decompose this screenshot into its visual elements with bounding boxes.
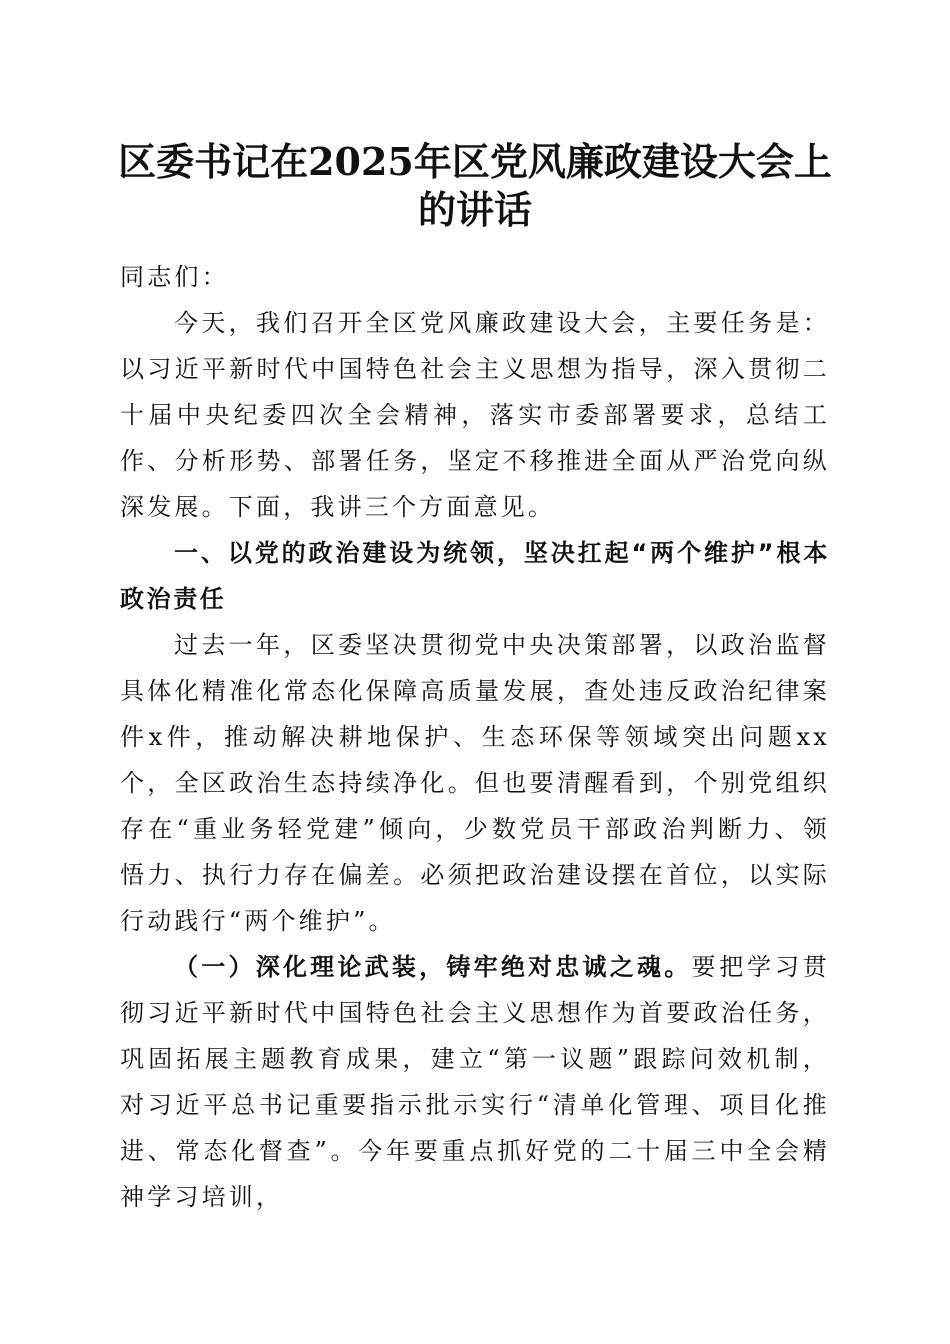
document-title: 区委书记在2025年区党风廉政建设大会上的讲话 (118, 139, 832, 232)
section-heading-1: 一、以党的政治建设为统领，坚决扛起“两个维护”根本政治责任 (120, 539, 830, 613)
document-body (120, 254, 830, 1220)
subsection-heading-1: （一）深化理论武装，铸牢绝对忠诚之魂。 (174, 953, 692, 981)
subsection-1-text: 要把学习贯彻习近平新时代中国特色社会主义思想作为首要政治任务，巩固拓展主题教育成果，建立“第一议题”跟踪问效机制，对习近平总书记重要指示批示实行“清单化管理、项目化推进、常态化督查”。今年要重点抓好党的二十届三中全会精神学习培训， (120, 953, 831, 1211)
salutation: 同志们： (120, 263, 229, 291)
section-1-paragraph: 过去一年，区委坚决贯彻党中央决策部署，以政治监督具体化精准化常态化保障高质量发展，查处违反政治纪律案件x件，推动解决耕地保护、生态环保等领域突出问题xx个，全区政治生态持续净化。但也要清醒看到，个别党组织存在“重业务轻党建”倾向，少数党员干部政治判断力、领悟力、执行力存在偏差。必须把政治建设摆在首位，以实际行动践行“两个维护”。 (120, 631, 830, 935)
subsection-1-paragraph (120, 944, 830, 1220)
intro-paragraph: 今天，我们召开全区党风廉政建设大会，主要任务是：以习近平新时代中国特色社会主义思想为指导，深入贯彻二十届中央纪委四次全会精神，落实市委部署要求，总结工作、分析形势、部署任务，坚定不移推进全面从严治党向纵深发展。下面，我讲三个方面意见。 (120, 309, 830, 521)
